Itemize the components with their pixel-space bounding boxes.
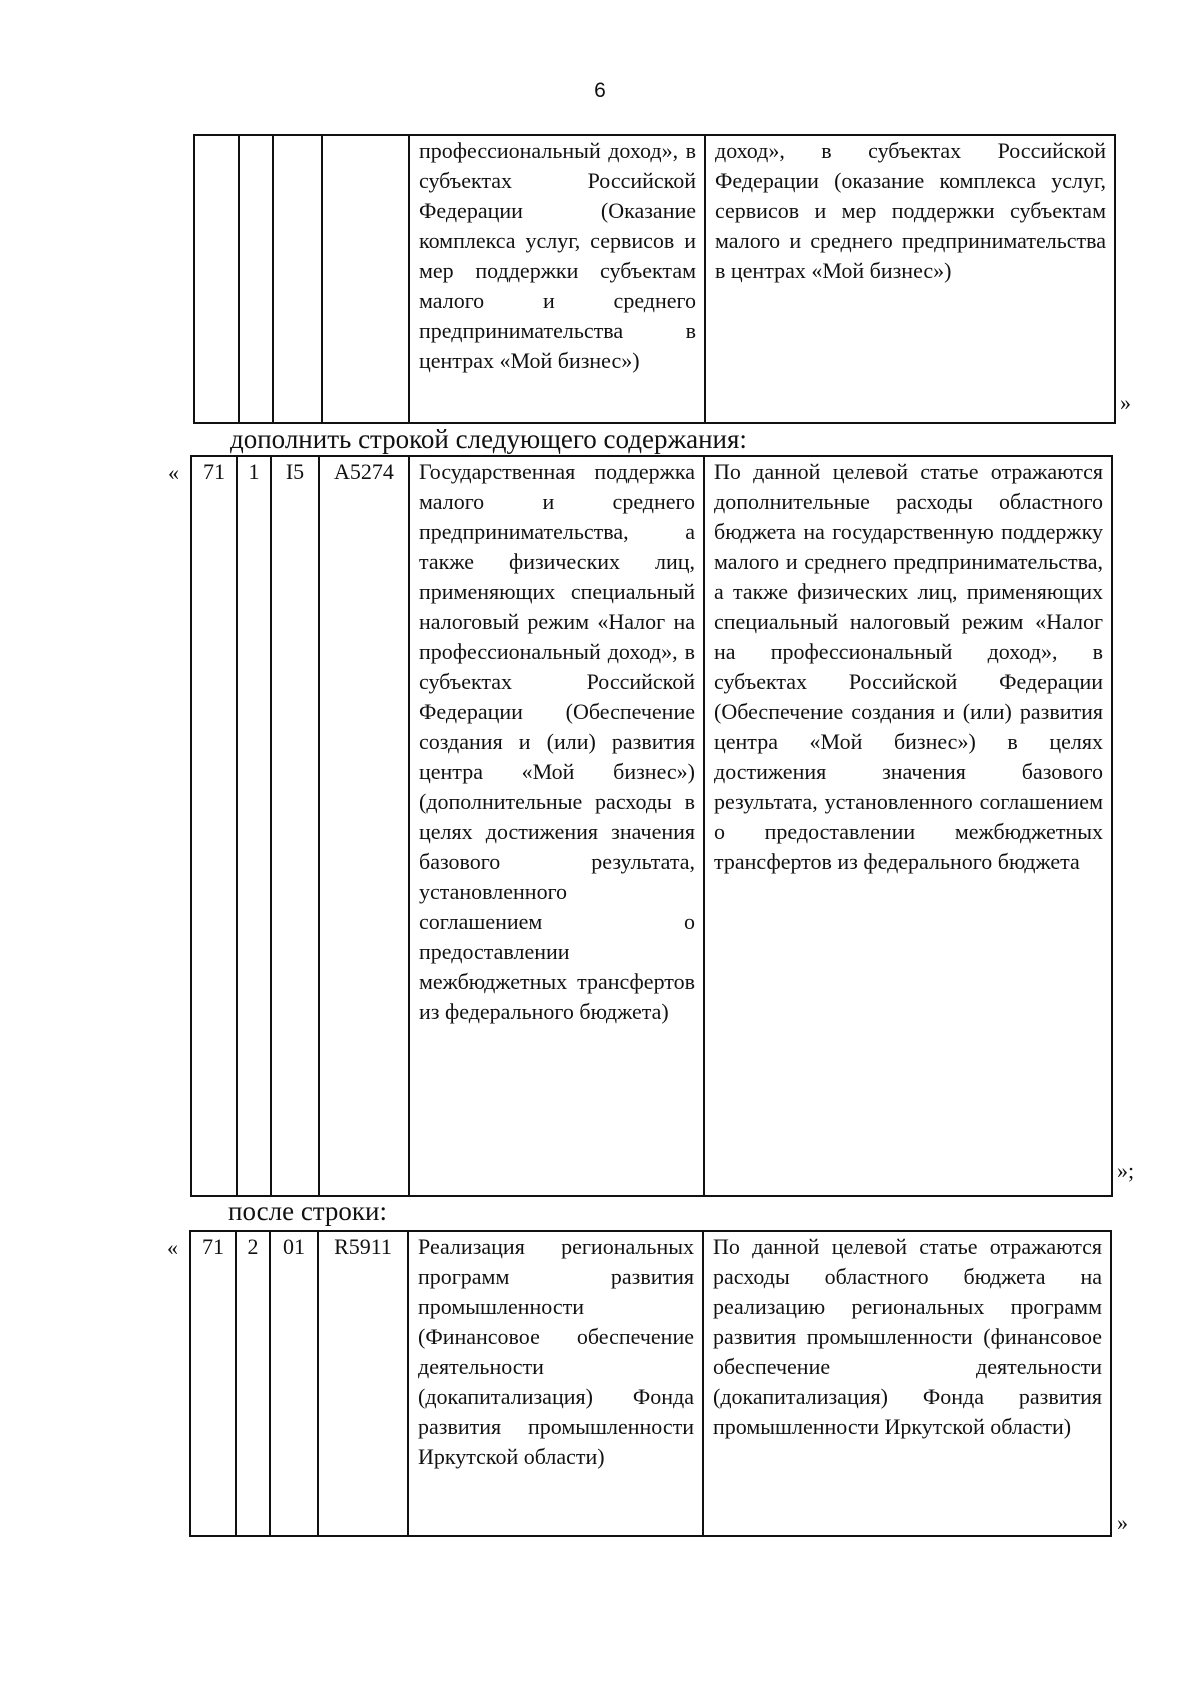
table-reference-row <box>189 1230 1112 1537</box>
instruction-after-row: после строки: <box>228 1196 387 1226</box>
instruction-add-row: дополнить строкой следующего содержания: <box>230 424 747 454</box>
table-row <box>191 456 1112 1196</box>
code-direction: I5 <box>271 456 319 1196</box>
code-expense: R5911 <box>318 1231 408 1536</box>
code-expense <box>322 135 409 423</box>
code-program: 71 <box>190 1231 236 1536</box>
closing-quote: »; <box>1117 1158 1135 1183</box>
code-subprogram <box>239 135 273 423</box>
code-program <box>194 135 239 423</box>
target-article-description: По данной целевой статье отражаются расходы областного бюджета на реализацию региональных программ развития промышленности (финансовое обеспечение деятельности (докапитализация) Фонда развития промышленности Иркутской области) <box>703 1231 1111 1536</box>
table-row <box>194 135 1115 423</box>
code-subprogram: 2 <box>236 1231 270 1536</box>
code-subprogram: 1 <box>237 456 271 1196</box>
table-continuation <box>193 134 1116 424</box>
target-article-description: доход», в субъектах Российской Федерации (оказание комплекса услуг, сервисов и мер поддержки субъектам малого и среднего предпринимательства в центрах «Мой бизнес») <box>705 135 1115 423</box>
table-row <box>190 1231 1111 1536</box>
code-direction: 01 <box>270 1231 318 1536</box>
target-article-description: По данной целевой статье отражаются дополнительные расходы областного бюджета на государственную поддержку малого и среднего предпринимательства, а также физических лиц, применяющих специальный налоговый режим «Налог на профессиональный доход», в субъектах Российской Федерации (Обеспечение создания и (или) развития центра «Мой бизнес») в целях достижения значения базового результата, установленного соглашением о предоставлении межбюджетных трансфертов из федерального бюджета <box>704 456 1112 1196</box>
opening-quote: « <box>168 460 179 485</box>
opening-quote: « <box>167 1235 178 1260</box>
page-number: 6 <box>594 79 606 102</box>
code-expense: A5274 <box>319 456 409 1196</box>
target-article-name: Реализация региональных программ развития промышленности (Финансовое обеспечение деятельности (докапитализация) Фонда развития промышленности Иркутской области) <box>408 1231 703 1536</box>
target-article-name: Государственная поддержка малого и среднего предпринимательства, а также физических лиц, применяющих специальный налоговый режим «Налог на профессиональный доход», в субъектах Российской Федерации (Обеспечение создания и (или) развития центра «Мой бизнес») (дополнительные расходы в целях достижения значения базового результата, установленного соглашением о предоставлении межбюджетных трансфертов из федерального бюджета) <box>409 456 704 1196</box>
closing-quote: » <box>1120 390 1131 415</box>
code-direction <box>273 135 322 423</box>
code-program: 71 <box>191 456 237 1196</box>
closing-quote: » <box>1117 1510 1128 1535</box>
target-article-name: профессиональный доход», в субъектах Российской Федерации (Оказание комплекса услуг, сервисов и мер поддержки субъектам малого и среднего предпринимательства в центрах «Мой бизнес») <box>409 135 705 423</box>
table-new-row <box>190 455 1113 1197</box>
